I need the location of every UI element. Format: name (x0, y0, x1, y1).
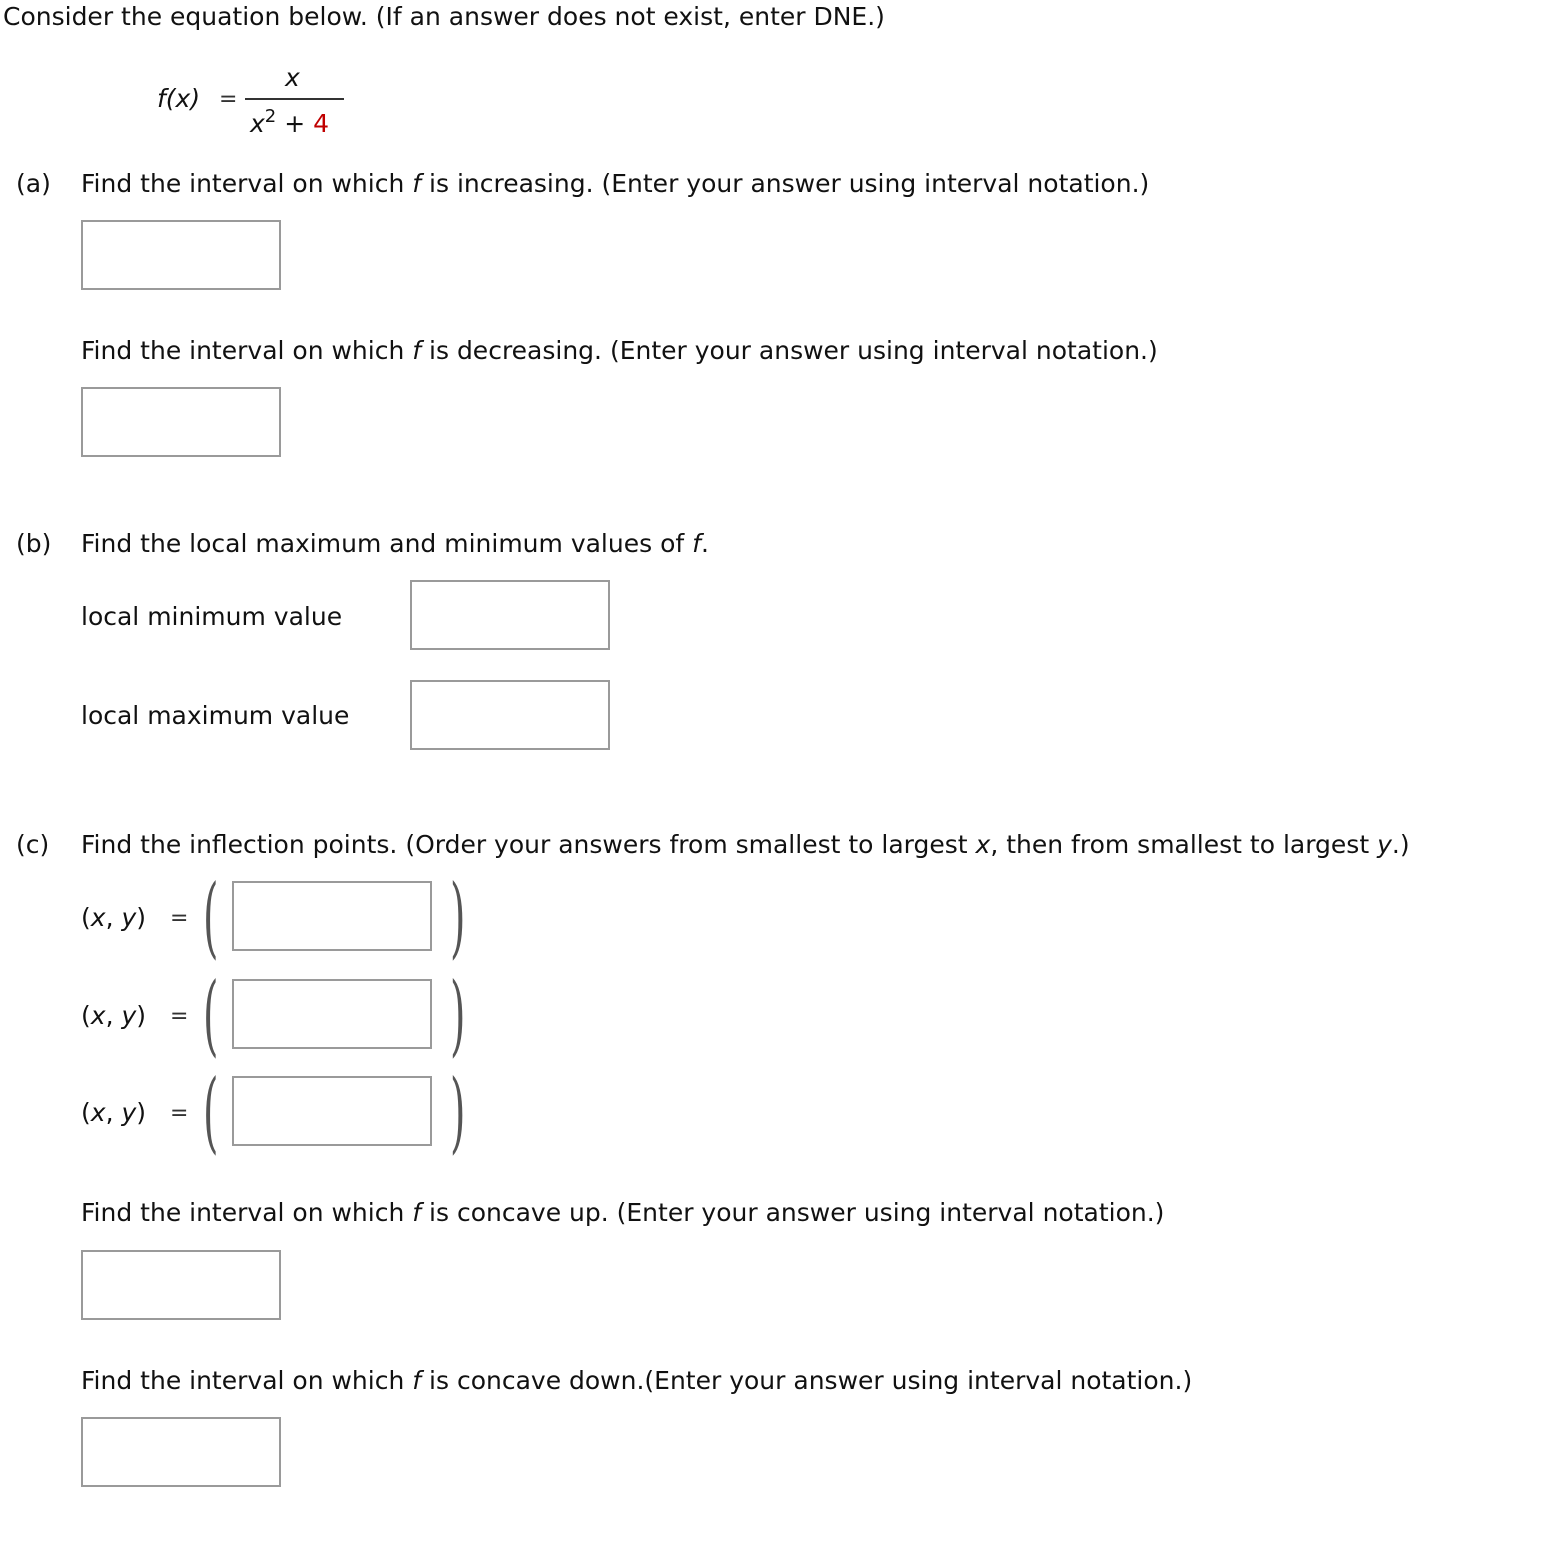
increasing-prompt: Find the interval on which f is increasing. (Enter your answer using interval notation.) (81, 169, 1150, 198)
local-extrema-prompt: Find the local maximum and minimum values of f. (81, 529, 709, 558)
concave-down-prompt: Find the interval on which f is concave down.(Enter your answer using interval notation.) (81, 1366, 1193, 1395)
local-max-input[interactable] (410, 680, 610, 750)
inflection-prompt: Find the inflection points. (Order your answers from smallest to largest x, then from smallest to largest y.) (81, 830, 1410, 859)
open-paren: ( (203, 963, 219, 1066)
local-min-label: local minimum value (81, 602, 343, 631)
denominator-constant: 4 (313, 109, 330, 138)
concave-up-input[interactable] (81, 1250, 281, 1320)
inflection-point-2-equals: = (170, 1004, 189, 1029)
local-max-label: local maximum value (81, 701, 350, 730)
inflection-point-1-input[interactable] (232, 881, 432, 951)
problem-intro: Consider the equation below. (If an answer does not exist, enter DNE.) (3, 2, 885, 31)
concave-down-input[interactable] (81, 1417, 281, 1487)
close-paren: ) (450, 963, 466, 1066)
equation-equals: = (219, 87, 238, 112)
part-c-label: (c) (16, 830, 50, 859)
close-paren: ) (450, 1060, 466, 1163)
close-paren: ) (450, 865, 466, 968)
part-b-label: (b) (16, 529, 52, 558)
decreasing-interval-input[interactable] (81, 387, 281, 457)
open-paren: ( (203, 1060, 219, 1163)
fraction-bar (245, 98, 344, 100)
increasing-interval-input[interactable] (81, 220, 281, 290)
part-a-label: (a) (16, 169, 51, 198)
inflection-point-1-equals: = (170, 906, 189, 931)
local-min-input[interactable] (410, 580, 610, 650)
equation-denominator: $x^2 + 4$ (250, 106, 330, 138)
inflection-point-3-input[interactable] (232, 1076, 432, 1146)
inflection-point-1-label: (x, y) (81, 903, 147, 932)
inflection-point-3-label: (x, y) (81, 1098, 147, 1127)
inflection-point-2-input[interactable] (232, 979, 432, 1049)
concave-up-prompt: Find the interval on which f is concave up. (Enter your answer using interval notation.) (81, 1198, 1165, 1227)
equation-numerator: x (285, 63, 300, 92)
open-paren: ( (203, 865, 219, 968)
decreasing-prompt: Find the interval on which f is decreasing. (Enter your answer using interval notation.) (81, 336, 1158, 365)
inflection-point-2-label: (x, y) (81, 1001, 147, 1030)
equation-lhs: f(x) (157, 84, 201, 113)
inflection-point-3-equals: = (170, 1101, 189, 1126)
